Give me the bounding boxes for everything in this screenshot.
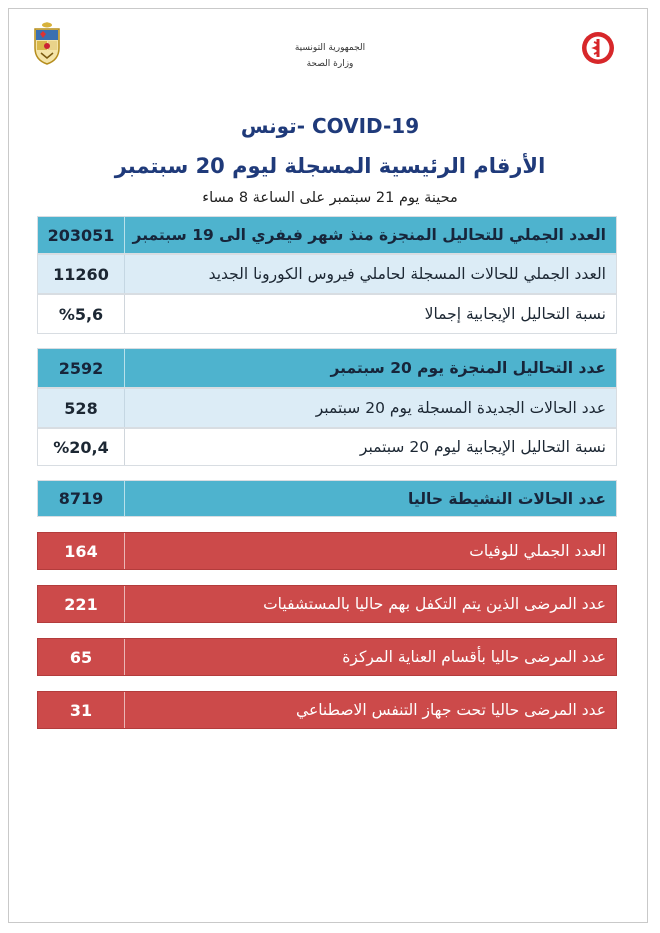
row-value: 203051: [38, 217, 125, 253]
republic-label: الجمهورية التونسية: [294, 43, 366, 53]
row-label: عدد المرضى حاليا تحت جهاز التنفس الاصطناعي: [296, 701, 606, 719]
table-row-hospitalized: [37, 585, 617, 623]
row-value: 164: [38, 533, 125, 569]
table-row-ventilator: [37, 691, 617, 729]
row-label: العدد الجملي للوفيات: [469, 542, 606, 560]
row-value: 11260: [38, 255, 125, 293]
row-value: %5,6: [38, 295, 125, 333]
main-title: الأرقام الرئيسية المسجلة ليوم 20 سبتمبر: [114, 154, 546, 178]
table-row-daily-new-cases: [37, 388, 617, 428]
table-row-icu: [37, 638, 617, 676]
row-label: العدد الجملي للحالات المسجلة لحاملي فيروس الكورونا الجديد: [208, 265, 606, 283]
covid-title: COVID-19 -تونس: [240, 114, 420, 138]
health-ministry-logo-icon: [580, 30, 616, 66]
row-value: 2592: [38, 349, 125, 387]
row-label: نسبة التحاليل الإيجابية ليوم 20 سبتمبر: [359, 438, 606, 456]
row-label: نسبة التحاليل الإيجابية إجمالا: [424, 305, 606, 323]
row-label: عدد الحالات الجديدة المسجلة يوم 20 سبتمبر: [315, 399, 606, 417]
row-label: عدد التحاليل المنجزة يوم 20 سبتمبر: [330, 359, 606, 377]
table-row-daily-positivity: [37, 428, 617, 466]
row-label: العدد الجملي للتحاليل المنجزة منذ شهر فيفري الى 19 سبتمبر: [132, 226, 606, 244]
ministry-header: [250, 40, 410, 72]
row-value: 528: [38, 389, 125, 427]
row-value: 31: [38, 692, 125, 728]
row-label: عدد الحالات النشيطة حاليا: [408, 489, 606, 508]
table-row-total-cases: [37, 254, 617, 294]
row-value: 65: [38, 639, 125, 675]
table-row-total-tests: [37, 216, 617, 254]
row-value: 8719: [38, 481, 125, 516]
row-label: عدد المرضى الذين يتم التكفل بهم حاليا بالمستشفيات: [263, 595, 606, 613]
tunisia-emblem-icon: [30, 20, 64, 66]
table-row-daily-tests: [37, 348, 617, 388]
table-row-total-deaths: [37, 532, 617, 570]
row-value: 221: [38, 586, 125, 622]
ministry-label: وزارة الصحة: [306, 59, 354, 69]
row-value: %20,4: [38, 429, 125, 465]
row-label: عدد المرضى حاليا بأقسام العناية المركزة: [342, 648, 606, 666]
table-row-positivity-total: [37, 294, 617, 334]
table-row-active-cases: [37, 480, 617, 517]
update-subtitle: محينة يوم 21 سبتمبر على الساعة 8 مساء: [202, 190, 458, 206]
